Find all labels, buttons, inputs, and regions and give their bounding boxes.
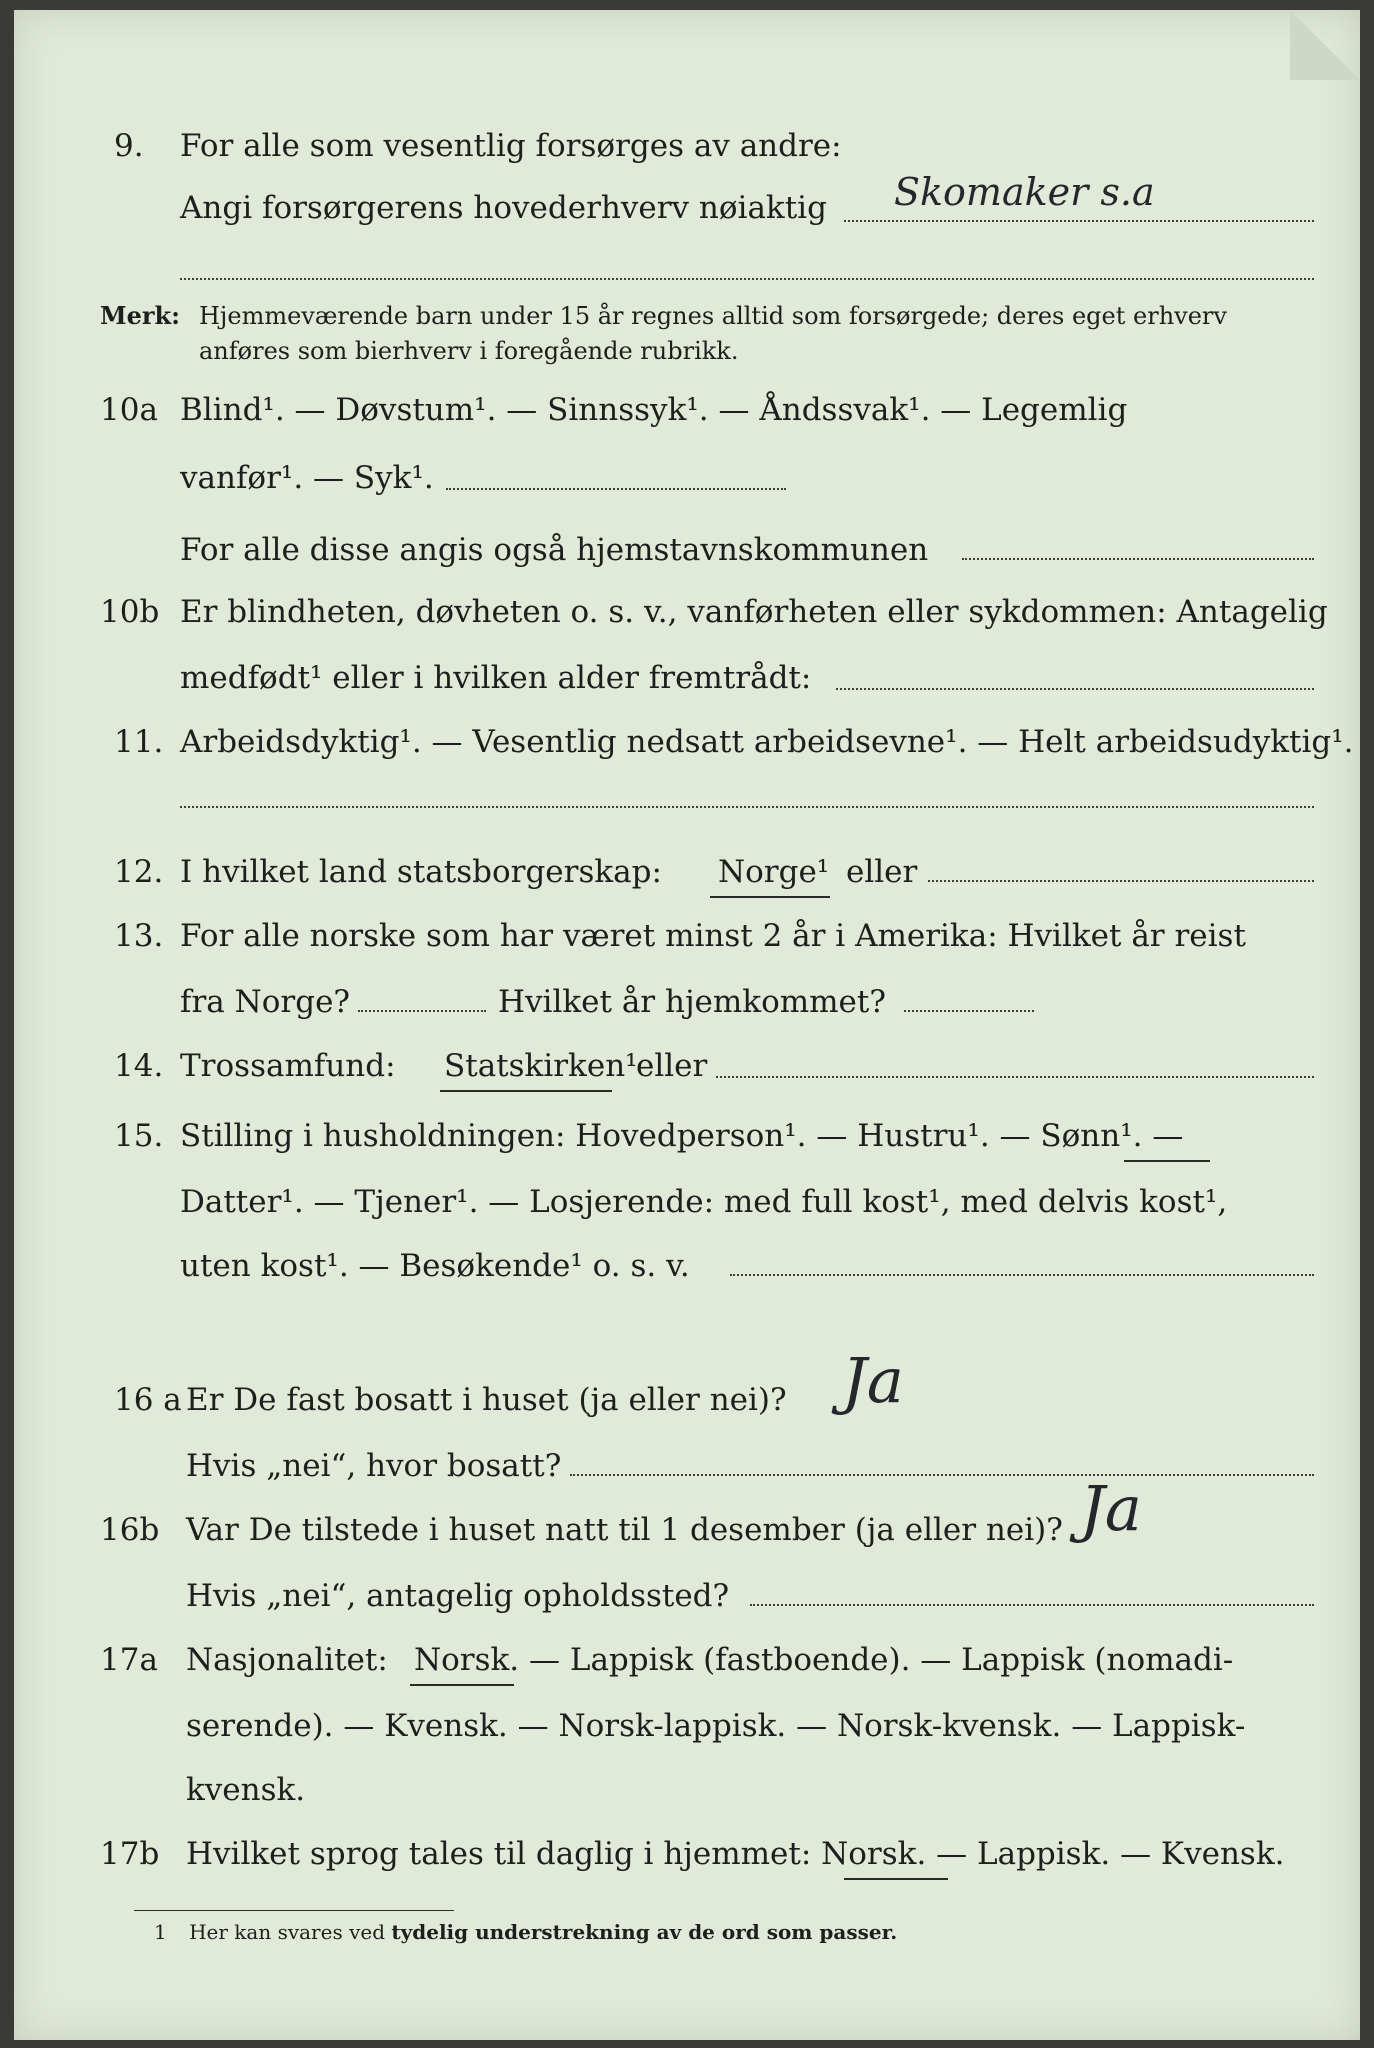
q10b-answer-line [836,688,1314,690]
q15-line3: uten kost¹. — Besøkende¹ o. s. v. [180,1248,690,1284]
footnote-mark: 1 [154,1920,167,1944]
q9-handwritten-answer: Skomaker s.a [894,170,1155,214]
q11-answer-line [180,806,1314,808]
q16a-handwritten-answer: Ja [842,1344,904,1417]
q15-answer-line [730,1274,1314,1276]
q15-line1: Stilling i husholdningen: Hovedperson¹. — Hustru¹. — Sønn¹. — [180,1118,1184,1154]
q17b-line1: Hvilket sprog tales til daglig i hjemmet: Norsk. — Lappisk. — Kvensk. [186,1836,1285,1872]
merk-line2: anføres som bierhverv i foregående rubrikk. [199,337,739,365]
q14-tail: eller [636,1048,708,1084]
q16b-handwritten-answer: Ja [1080,1472,1142,1545]
q17b-underline-mark [844,1878,948,1880]
q9-number: 9. [114,128,144,164]
q14-text: Trossamfund: [180,1048,396,1084]
q16a-line2: Hvis „nei“, hvor bosatt? [186,1448,562,1484]
footnote [154,1918,897,1946]
q11-line1: Arbeidsdyktig¹. — Vesentlig nedsatt arbeidsevne¹. — Helt arbeidsudyktig¹. [180,724,1354,760]
footnote-text: Her kan svares ved [189,1920,386,1944]
q15-line2: Datter¹. — Tjener¹. — Losjerende: med full kost¹, med delvis kost¹, [180,1184,1228,1220]
q12-underline-mark [710,896,830,898]
q16a-answer-line [570,1474,1314,1476]
q13-line2b: Hvilket år hjemkommet? [498,984,886,1020]
q17a-number: 17a [100,1642,158,1678]
q10b-line1: Er blindheten, døvheten o. s. v., vanførheten eller sykdommen: Antagelig [180,594,1328,630]
folded-corner [1290,10,1360,80]
merk-label: Merk: [100,301,180,330]
q12-answer-line [928,880,1314,882]
q17a-underline-mark [410,1684,514,1686]
q17a-line3: kvensk. [186,1772,306,1808]
q9-line1: For alle som vesentlig forsørges av andre: [180,128,842,164]
q13-number: 13. [114,918,164,954]
q12-number: 12. [114,854,164,890]
q12-tail: eller [846,854,918,890]
q10a-line2: vanfør¹. — Syk¹. [180,460,434,496]
q17a-line2: serende). — Kvensk. — Norsk-lappisk. — Norsk-kvensk. — Lappisk- [186,1708,1246,1744]
merk-line1: Hjemmeværende barn under 15 år regnes alltid som forsørgede; deres eget erhverv [199,302,1227,330]
q10a-number: 10a [100,392,158,428]
q16b-answer-line [750,1604,1314,1606]
footnote-bold-text: tydelig understrekning av de ord som passer. [391,1920,898,1944]
q16b-number: 16b [100,1512,160,1548]
q10b-line2: medfødt¹ eller i hvilken alder fremtrådt: [180,660,812,696]
q10a-hometown-line [962,558,1314,560]
q13-line2a: fra Norge? [180,984,351,1020]
q16b-line1: Var De tilstede i huset natt til 1 desember (ja eller nei)? [186,1512,1063,1548]
q12-option: Norge¹ [718,854,830,890]
q16b-line2: Hvis „nei“, antagelig opholdssted? [186,1578,730,1614]
q13-year-left-line [358,1010,486,1012]
q14-answer-line [716,1076,1314,1078]
q16a-line1: Er De fast bosatt i huset (ja eller nei)? [186,1382,787,1418]
q17a-label: Nasjonalitet: [186,1642,388,1678]
q17b-number: 17b [100,1836,160,1872]
q16a-number: 16 a [114,1382,182,1418]
q13-year-returned-line [904,1010,1034,1012]
q11-number: 11. [114,724,164,760]
q15-number: 15. [114,1118,164,1154]
q9-answer-line [844,220,1314,222]
q9-line2: Angi forsørgerens hovederhverv nøiaktig [180,190,827,226]
q17a-line1: Norsk. — Lappisk (fastboende). — Lappisk (nomadi- [414,1642,1234,1678]
q10a-line1: Blind¹. — Døvstum¹. — Sinnssyk¹. — Åndssvak¹. — Legemlig [180,392,1128,428]
q10b-number: 10b [100,594,160,630]
census-form-page [14,10,1360,2040]
q12-text: I hvilket land statsborgerskap: [180,854,662,890]
q10a-line3: For alle disse angis også hjemstavnskommunen [180,532,929,568]
q15-underline-mark [1124,1160,1210,1162]
footnote-rule [134,1910,454,1911]
q10a-answer-line [446,488,786,490]
q13-line1: For alle norske som har været minst 2 år i Amerika: Hvilket år reist [180,918,1246,954]
q14-option: Statskirken¹ [444,1048,638,1084]
q14-number: 14. [114,1048,164,1084]
q14-underline-mark [440,1090,612,1092]
q9-extra-line [180,278,1314,280]
